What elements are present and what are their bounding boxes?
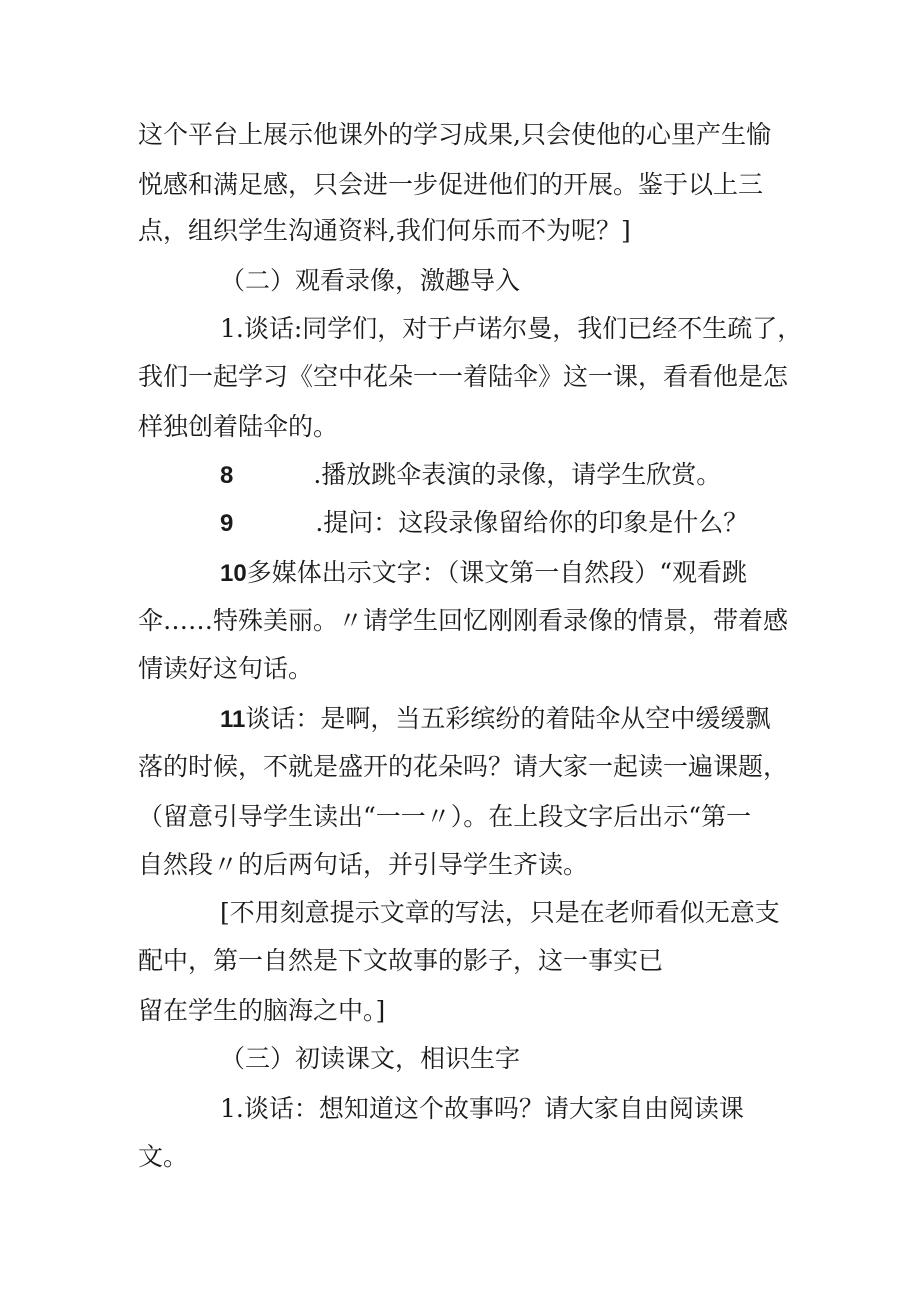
- list-number: 10: [220, 560, 247, 587]
- list-number: 9: [220, 510, 234, 537]
- note-line: 留在学生的脑海之中。]: [138, 996, 386, 1025]
- list-number: 11: [220, 706, 246, 733]
- list-item-8: [220, 460, 721, 491]
- paragraph-line: 点，组织学生沟通资料,我们何乐而不为呢？]: [138, 216, 631, 245]
- paragraph-line: （留意引导学生读出“一一〃）。在上段文字后出示“第一: [138, 802, 752, 831]
- list-item-10: [220, 558, 747, 589]
- paragraph-line: 悦感和满足感，只会进一步促进他们的开展。鉴于以上三: [138, 170, 764, 199]
- note-line: [不用刻意提示文章的写法，只是在老师看似无意支: [220, 898, 780, 927]
- paragraph-line: 样独创着陆伞的。: [138, 412, 339, 441]
- paragraph-line: 这个平台上展示他课外的学习成果,只会使他的心里产生愉: [138, 120, 771, 149]
- section-heading-2: （二）观看录像，激趣导入: [220, 266, 521, 295]
- list-item-11: [220, 704, 770, 735]
- paragraph-line: 文。: [138, 1142, 189, 1171]
- paragraph-line: 伞……特殊美丽。〃请学生回忆刚刚看录像的情景，带着感: [138, 606, 789, 635]
- paragraph-line: 情读好这句话。: [138, 654, 314, 683]
- list-text: .提问：这段录像留给你的印象是什么？: [315, 508, 749, 537]
- list-text: 谈话：是啊，当五彩缤纷的着陆伞从空中缓缓飘: [245, 704, 771, 733]
- list-item-9: [220, 508, 748, 539]
- note-line: 配中，第一自然是下文故事的影子，这一事实已: [138, 946, 664, 975]
- list-text: .播放跳伞表演的录像，请学生欣赏。: [313, 460, 722, 489]
- list-number: 8: [220, 462, 234, 489]
- paragraph-line: 落的时候，不就是盛开的花朵吗？请大家一起读一遍课题，: [138, 752, 789, 781]
- section-heading-3: （三）初读课文，相识生字: [220, 1044, 521, 1073]
- paragraph-line: 1.谈话:同学们，对于卢诺尔曼，我们已经不生疏了，: [220, 314, 803, 343]
- paragraph-line: 1.谈话：想知道这个故事吗？请大家自由阅读课: [220, 1094, 744, 1123]
- paragraph-line: 自然段〃的后两句话，并引导学生齐读。: [138, 850, 589, 879]
- paragraph-line: 我们一起学习《空中花朵一一着陆伞》这一课，看看他是怎: [138, 362, 789, 391]
- list-text: 多媒体出示文字：（课文第一自然段）“观看跳: [246, 558, 747, 587]
